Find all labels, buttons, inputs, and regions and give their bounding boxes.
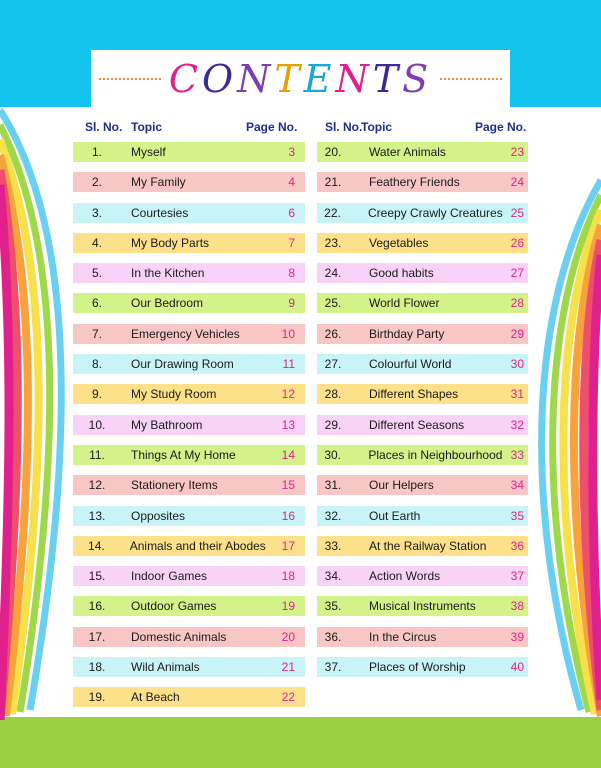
row-page-number: 34 [510, 478, 524, 493]
row-page-number: 21 [281, 660, 295, 675]
row-page-number: 14 [281, 447, 295, 462]
row-topic: Wild Animals [131, 660, 200, 675]
row-topic: In the Kitchen [131, 266, 205, 281]
row-topic: Water Animals [369, 145, 446, 159]
row-number: 13. [88, 508, 106, 523]
title-dotted-line-left [99, 78, 161, 80]
row-topic: Creepy Crawly Creatures [367, 205, 503, 220]
row-number: 6. [91, 296, 102, 311]
row-topic: My Study Room [131, 387, 217, 402]
contents-row [317, 596, 528, 616]
row-page-number: 13 [281, 417, 295, 432]
row-topic: Different Shapes [369, 387, 459, 402]
row-number: 24. [324, 266, 342, 281]
contents-row [317, 203, 528, 223]
row-page-number: 18 [281, 569, 295, 584]
row-page-number: 20 [281, 629, 295, 644]
row-number: 30. [324, 447, 342, 462]
contents-title-banner [91, 50, 510, 108]
row-number: 34. [324, 569, 342, 584]
row-number: 7. [91, 326, 102, 341]
row-number: 36. [324, 629, 342, 644]
row-number: 12. [88, 478, 106, 493]
row-number: 21. [324, 175, 342, 190]
row-page-number: 31 [510, 387, 524, 402]
row-page-number: 33 [510, 447, 524, 462]
title-letter: O [201, 57, 238, 101]
row-page-number: 10 [281, 326, 295, 341]
row-topic: My Body Parts [131, 235, 210, 250]
row-topic: Animals and their Abodes [129, 538, 266, 553]
contents-row [317, 233, 528, 253]
row-page-number: 22 [281, 690, 295, 705]
row-topic: Myself [131, 145, 166, 159]
bottom-color-band [0, 717, 601, 768]
row-number: 2. [91, 175, 102, 190]
contents-row [73, 324, 305, 344]
row-page-number: 16 [281, 508, 295, 523]
contents-row [73, 627, 305, 647]
row-topic: Emergency Vehicles [131, 326, 240, 341]
contents-row [73, 506, 305, 526]
contents-row [317, 172, 528, 192]
title-letter: S [402, 57, 433, 101]
row-page-number: 7 [288, 235, 295, 250]
row-number: 25. [324, 296, 342, 311]
contents-row [317, 445, 528, 465]
row-topic: Domestic Animals [131, 629, 227, 644]
row-number: 33. [324, 538, 342, 553]
contents-row [317, 566, 528, 586]
row-topic: Places in Neighbourhood [368, 447, 503, 462]
header-topic-right: Topic [361, 120, 393, 134]
contents-row [73, 475, 305, 495]
row-topic: At Beach [131, 690, 180, 705]
row-topic: Different Seasons [369, 417, 465, 432]
row-topic: Musical Instruments [369, 599, 476, 614]
row-page-number: 32 [510, 417, 524, 432]
row-page-number: 23 [510, 145, 524, 159]
row-topic: My Family [131, 175, 186, 190]
row-number: 20. [324, 145, 342, 159]
row-page-number: 40 [510, 660, 524, 675]
title-letter: T [274, 57, 304, 101]
contents-row [73, 596, 305, 616]
contents-row [73, 566, 305, 586]
row-page-number: 17 [281, 538, 295, 553]
contents-row [73, 142, 305, 162]
title-letter: T [372, 57, 403, 101]
contents-row [73, 354, 305, 374]
contents-row [73, 687, 305, 707]
contents-row [73, 415, 305, 435]
row-page-number: 38 [510, 599, 524, 614]
row-topic: Our Bedroom [131, 296, 204, 311]
row-topic: Our Helpers [369, 478, 434, 493]
row-number: 31. [324, 478, 342, 493]
contents-row [317, 657, 528, 677]
contents-row [317, 506, 528, 526]
row-topic: Birthday Party [369, 326, 445, 341]
row-number: 9. [91, 387, 102, 402]
row-topic: Out Earth [369, 508, 421, 523]
row-topic: My Bathroom [131, 417, 203, 432]
contents-row [317, 384, 528, 404]
contents-row [73, 384, 305, 404]
contents-row [317, 415, 528, 435]
header-page-no-right: Page No. [475, 120, 527, 134]
title-letter: C [168, 57, 202, 101]
row-number: 35. [324, 599, 342, 614]
contents-column-right [317, 142, 528, 687]
row-topic: Courtesies [131, 205, 189, 220]
contents-row [317, 627, 528, 647]
row-number: 3. [91, 205, 102, 220]
row-number: 5. [91, 266, 102, 281]
contents-column-left [73, 142, 305, 718]
row-page-number: 15 [281, 478, 295, 493]
row-number: 11. [89, 447, 105, 462]
row-page-number: 19 [281, 599, 295, 614]
row-number: 17. [88, 629, 106, 644]
row-topic: Places of Worship [369, 660, 466, 675]
contents-row [317, 475, 528, 495]
title-letter: N [237, 57, 275, 101]
header-sl-no-left: Sl. No. [85, 120, 123, 134]
header-sl-no-right: Sl. No. [325, 120, 363, 134]
contents-row [73, 293, 305, 313]
row-number: 4. [91, 235, 102, 250]
title-dotted-line-right [440, 78, 502, 80]
row-page-number: 24 [510, 175, 524, 190]
contents-row [317, 536, 528, 556]
row-page-number: 39 [510, 629, 524, 644]
row-number: 28. [324, 387, 342, 402]
contents-row [73, 657, 305, 677]
row-topic: Things At My Home [131, 447, 236, 462]
row-topic: Feathery Friends [369, 175, 460, 190]
row-topic: Vegetables [369, 235, 429, 250]
contents-row [317, 354, 528, 374]
header-topic-left: Topic [131, 120, 163, 134]
row-number: 8. [91, 357, 102, 372]
row-page-number: 6 [288, 205, 295, 220]
contents-row [73, 536, 305, 556]
row-page-number: 36 [510, 538, 524, 553]
row-number: 26. [324, 326, 342, 341]
row-topic: World Flower [369, 296, 440, 311]
contents-row [317, 142, 528, 162]
row-page-number: 27 [510, 266, 524, 281]
row-topic: Stationery Items [131, 478, 218, 493]
contents-row [73, 203, 305, 223]
row-page-number: 4 [288, 175, 295, 190]
row-number: 19. [88, 690, 106, 705]
page-title [169, 57, 432, 101]
contents-row [317, 324, 528, 344]
row-topic: Outdoor Games [131, 599, 217, 614]
row-page-number: 3 [288, 145, 295, 159]
row-topic: Colourful World [369, 357, 452, 372]
row-page-number: 11 [282, 357, 295, 372]
contents-row [73, 172, 305, 192]
row-topic: Our Drawing Room [131, 357, 234, 372]
row-page-number: 9 [288, 296, 295, 311]
row-number: 29. [324, 417, 342, 432]
row-topic: Indoor Games [131, 569, 208, 584]
row-topic: Action Words [369, 569, 441, 584]
contents-row [73, 263, 305, 283]
header-page-no-left: Page No. [246, 120, 298, 134]
row-page-number: 26 [510, 235, 524, 250]
row-page-number: 25 [510, 205, 524, 220]
contents-row [73, 233, 305, 253]
row-page-number: 37 [510, 569, 524, 584]
row-topic: At the Railway Station [369, 538, 487, 553]
row-number: 37. [324, 660, 342, 675]
contents-row [73, 445, 305, 465]
row-number: 1. [91, 145, 102, 159]
title-letter: N [335, 57, 373, 101]
row-number: 16. [88, 599, 106, 614]
contents-row [317, 263, 528, 283]
row-topic: Opposites [131, 508, 186, 523]
row-page-number: 35 [510, 508, 524, 523]
row-number: 10. [88, 417, 106, 432]
row-topic: In the Circus [369, 629, 437, 644]
row-number: 14. [88, 538, 105, 553]
title-letter: E [303, 57, 336, 101]
row-number: 18. [88, 660, 106, 675]
row-page-number: 12 [281, 387, 295, 402]
row-number: 27. [324, 357, 342, 372]
row-number: 15. [88, 569, 106, 584]
row-page-number: 8 [288, 266, 295, 281]
contents-row [317, 293, 528, 313]
row-page-number: 30 [510, 357, 524, 372]
row-number: 22. [324, 205, 341, 220]
row-number: 32. [324, 508, 342, 523]
row-topic: Good habits [369, 266, 434, 281]
row-page-number: 28 [510, 296, 524, 311]
row-number: 23. [324, 235, 342, 250]
row-page-number: 29 [510, 326, 524, 341]
